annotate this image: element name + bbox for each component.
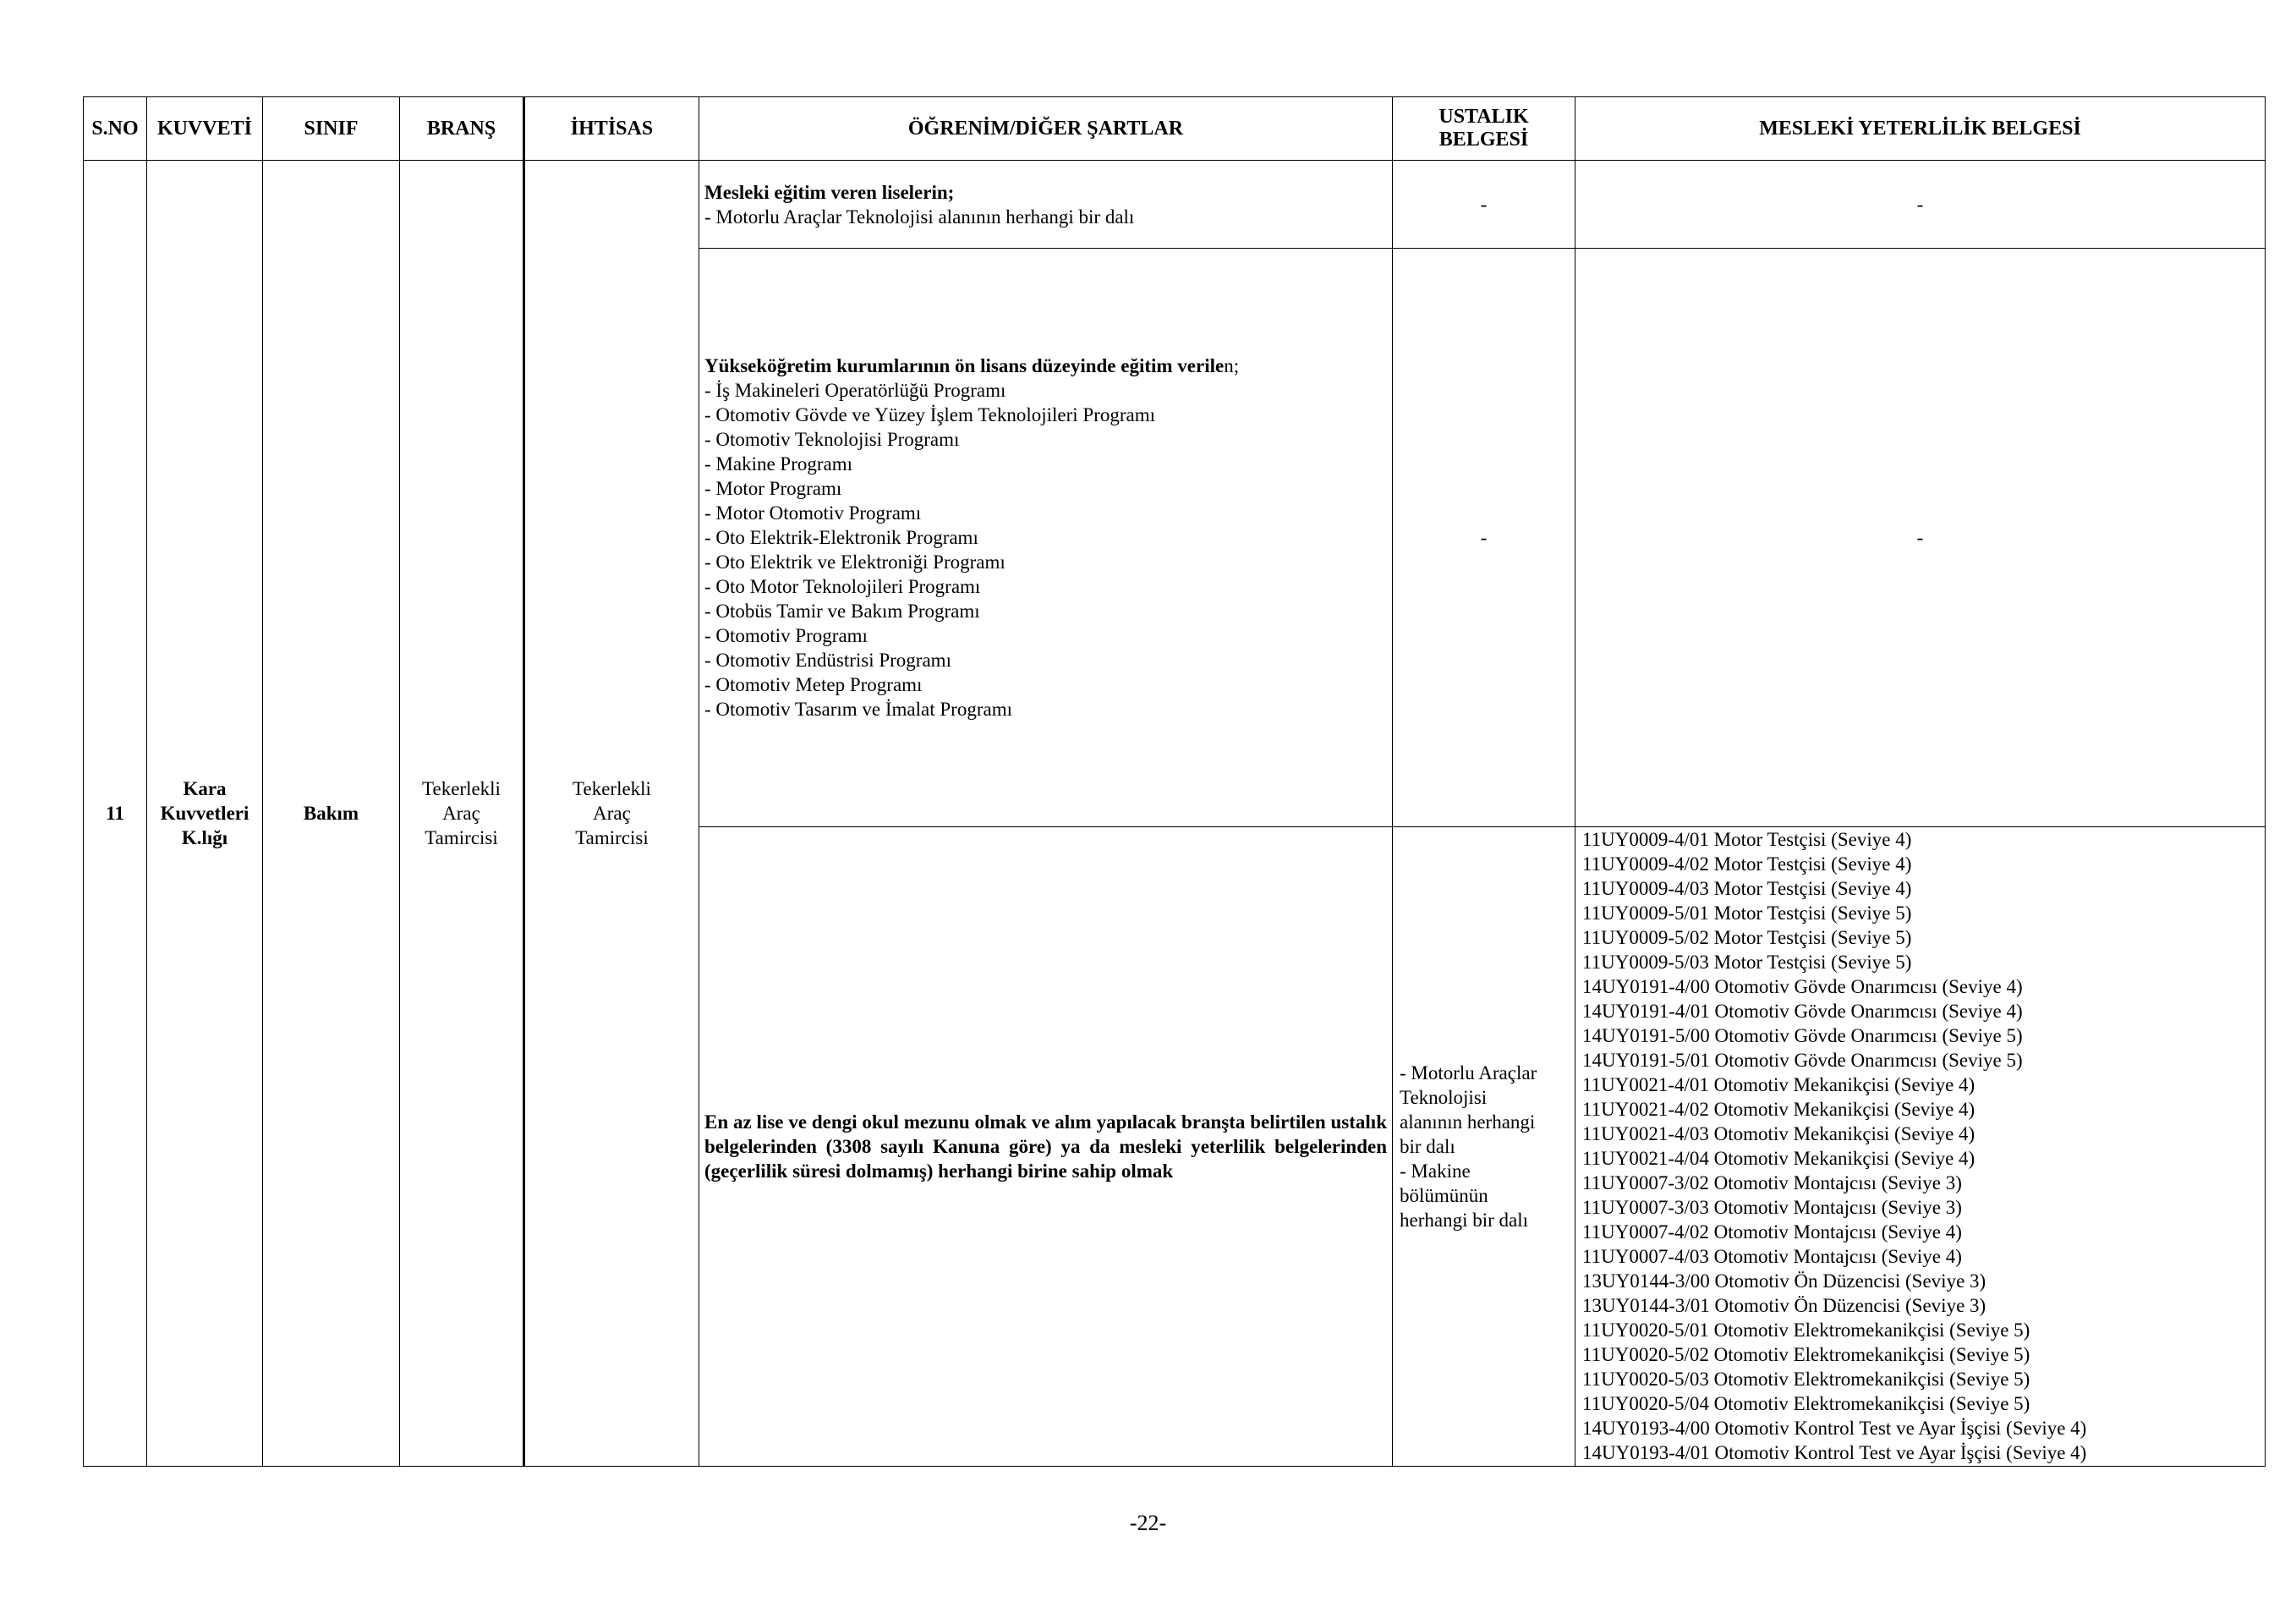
- ihtisas-line: Tekerlekli: [573, 778, 651, 799]
- header-ustalik-line1: USTALIK: [1438, 106, 1529, 128]
- header-ustalik-line2: BELGESİ: [1438, 129, 1529, 151]
- list-item: - Motorlu Araçlar Teknolojisi alanının herhangi bir dalı: [704, 206, 1135, 228]
- cell-ustalik-2: -: [1393, 249, 1575, 827]
- ustalik-line: - Motorlu Araçlar: [1400, 1062, 1537, 1084]
- list-item: 11UY0020-5/04 Otomotiv Elektromekanikçisi (Seviye 5): [1582, 1393, 2030, 1414]
- header-mesleki: MESLEKİ YETERLİLİK BELGESİ: [1575, 97, 2266, 161]
- cell-kuvveti: [147, 161, 263, 1467]
- cell-requirement-2: [699, 249, 1393, 827]
- ustalik-line: Teknolojisi: [1400, 1087, 1488, 1108]
- cell-mesleki-1: -: [1575, 161, 2266, 249]
- req1-heading: Mesleki eğitim veren liselerin;: [704, 181, 955, 203]
- list-item: 11UY0007-4/03 Otomotiv Montajcısı (Seviye 4): [1582, 1246, 1962, 1267]
- ustalik-line: herhangi bir dalı: [1400, 1210, 1529, 1231]
- requirements-table: [83, 96, 2266, 1467]
- req2-list: [704, 378, 1387, 721]
- sinif-value: Bakım: [303, 803, 359, 824]
- list-item: - Otomotiv Endüstrisi Programı: [704, 650, 951, 671]
- list-item: - Motor Programı: [704, 478, 842, 499]
- cell-requirement-1: [699, 161, 1393, 249]
- list-item: 11UY0021-4/02 Otomotiv Mekanikçisi (Seviye 4): [1582, 1099, 1975, 1120]
- list-item: - Otomotiv Teknolojisi Programı: [704, 429, 960, 450]
- header-kuvveti: KUVVETİ: [147, 97, 263, 161]
- list-item: 11UY0020-5/01 Otomotiv Elektromekanikçisi (Seviye 5): [1582, 1320, 2030, 1341]
- cell-ustalik-1: -: [1393, 161, 1575, 249]
- ustalik-line: alanının herhangi: [1400, 1111, 1536, 1133]
- header-sinif: SINIF: [263, 97, 400, 161]
- ustalik-line: bölümünün: [1400, 1185, 1488, 1206]
- table-row: [84, 161, 2266, 249]
- list-item: 11UY0021-4/03 Otomotiv Mekanikçisi (Seviye 4): [1582, 1123, 1975, 1144]
- list-item: 11UY0007-3/02 Otomotiv Montajcısı (Seviye 3): [1582, 1172, 1962, 1193]
- list-item: - Oto Motor Teknolojileri Programı: [704, 576, 981, 597]
- list-item: 11UY0009-4/03 Motor Testçisi (Seviye 4): [1582, 878, 1912, 899]
- list-item: - İş Makineleri Operatörlüğü Programı: [704, 380, 1006, 401]
- header-brans: BRANŞ: [400, 97, 524, 161]
- list-item: 11UY0021-4/04 Otomotiv Mekanikçisi (Seviye 4): [1582, 1148, 1975, 1169]
- req1-list: [704, 205, 1387, 229]
- req2-heading-bold: Yükseköğretim kurumlarının ön lisans düzeyinde eğitim verile: [704, 355, 1225, 376]
- list-item: 14UY0191-4/01 Otomotiv Gövde Onarımcısı (Seviye 4): [1582, 1001, 2023, 1022]
- list-item: - Makine Programı: [704, 453, 853, 475]
- list-item: 14UY0193-4/01 Otomotiv Kontrol Test ve Ayar İşçisi (Seviye 4): [1582, 1442, 2087, 1463]
- list-item: 11UY0020-5/02 Otomotiv Elektromekanikçisi (Seviye 5): [1582, 1344, 2030, 1365]
- list-item: - Oto Elektrik ve Elektroniği Programı: [704, 551, 1006, 573]
- header-ogrenim: ÖĞRENİM/DİĞER ŞARTLAR: [699, 97, 1393, 161]
- list-item: 13UY0144-3/00 Otomotiv Ön Düzencisi (Seviye 3): [1582, 1270, 1986, 1292]
- list-item: 11UY0009-4/01 Motor Testçisi (Seviye 4): [1582, 829, 1912, 850]
- header-ustalik: [1393, 97, 1575, 161]
- list-item: - Otomotiv Metep Programı: [704, 674, 923, 695]
- list-item: 14UY0191-4/00 Otomotiv Gövde Onarımcısı (Seviye 4): [1582, 976, 2023, 997]
- header-ihtisas: İHTİSAS: [524, 97, 699, 161]
- kuvveti-line: K.lığı: [181, 827, 228, 848]
- list-item: 11UY0009-5/03 Motor Testçisi (Seviye 5): [1582, 952, 1912, 973]
- brans-line: Tamircisi: [425, 827, 498, 848]
- list-item: - Otomotiv Gövde ve Yüzey İşlem Teknolojileri Programı: [704, 404, 1156, 425]
- cell-ustalik-3: [1393, 827, 1575, 1467]
- ihtisas-line: Araç: [593, 803, 631, 824]
- list-item: 11UY0009-4/02 Motor Testçisi (Seviye 4): [1582, 853, 1912, 875]
- list-item: 11UY0009-5/01 Motor Testçisi (Seviye 5): [1582, 903, 1912, 924]
- ihtisas-line: Tamircisi: [575, 827, 649, 848]
- list-item: 11UY0020-5/03 Otomotiv Elektromekanikçisi (Seviye 5): [1582, 1369, 2030, 1390]
- cell-mesleki-3: [1575, 827, 2266, 1467]
- brans-line: Araç: [442, 803, 480, 824]
- list-item: - Motor Otomotiv Programı: [704, 502, 922, 524]
- list-item: - Otomotiv Tasarım ve İmalat Programı: [704, 699, 1012, 720]
- kuvveti-line: Kara: [183, 778, 227, 799]
- list-item: 14UY0193-4/00 Otomotiv Kontrol Test ve Ayar İşçisi (Seviye 4): [1582, 1418, 2087, 1439]
- list-item: 14UY0191-5/00 Otomotiv Gövde Onarımcısı (Seviye 5): [1582, 1025, 2023, 1046]
- ustalik-line: bir dalı: [1400, 1136, 1455, 1157]
- cell-sno: [84, 161, 147, 1467]
- cell-mesleki-2: -: [1575, 249, 2266, 827]
- certificate-list: [1582, 827, 2258, 1465]
- cell-sinif: [263, 161, 400, 1467]
- list-item: 11UY0009-5/02 Motor Testçisi (Seviye 5): [1582, 927, 1912, 948]
- list-item: 11UY0007-4/02 Otomotiv Montajcısı (Seviye 4): [1582, 1221, 1962, 1243]
- cell-ihtisas: [524, 161, 699, 1467]
- req2-heading: [704, 354, 1387, 378]
- list-item: - Otobüs Tamir ve Bakım Programı: [704, 601, 980, 622]
- header-row: [84, 97, 2266, 161]
- brans-line: Tekerlekli: [422, 778, 501, 799]
- list-item: 14UY0191-5/01 Otomotiv Gövde Onarımcısı (Seviye 5): [1582, 1050, 2023, 1071]
- ustalik-line: - Makine: [1400, 1160, 1471, 1182]
- sno-value: 11: [106, 803, 124, 824]
- cell-requirement-3: En az lise ve dengi okul mezunu olmak ve alım yapılacak branşta belirtilen ustalık belgelerinden (3308 sayılı Kanuna göre) ya da mesleki yeterlilik belgelerinden (geçerlilik süresi dolmamış) herhangi birine sahip olmak: [699, 827, 1393, 1467]
- req2-heading-tail: n;: [1224, 355, 1240, 376]
- list-item: - Oto Elektrik-Elektronik Programı: [704, 527, 978, 548]
- list-item: - Otomotiv Programı: [704, 625, 868, 646]
- list-item: 11UY0021-4/01 Otomotiv Mekanikçisi (Seviye 4): [1582, 1074, 1975, 1095]
- header-sno: S.NO: [84, 97, 147, 161]
- kuvveti-line: Kuvvetleri: [160, 803, 249, 824]
- list-item: 13UY0144-3/01 Otomotiv Ön Düzencisi (Seviye 3): [1582, 1295, 1986, 1316]
- page-number: -22-: [1129, 1511, 1167, 1535]
- cell-brans: [400, 161, 524, 1467]
- list-item: 11UY0007-3/03 Otomotiv Montajcısı (Seviye 3): [1582, 1197, 1962, 1218]
